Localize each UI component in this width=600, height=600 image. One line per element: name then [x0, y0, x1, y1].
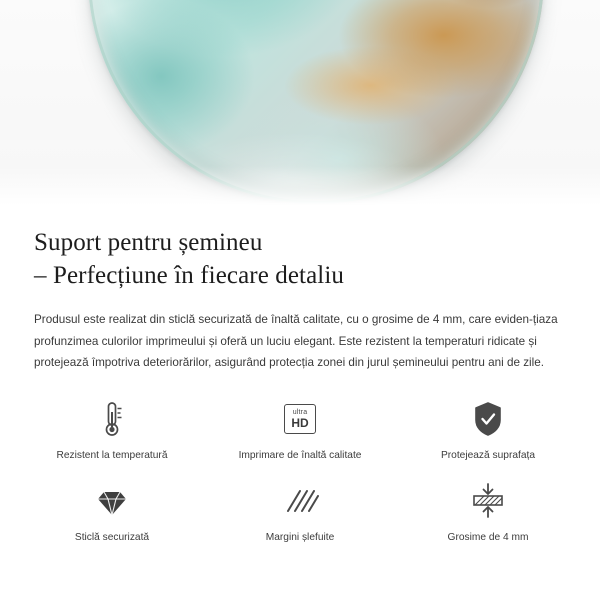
feature-label: Imprimare de înaltă calitate: [238, 450, 362, 461]
feature-item-print-quality: [206, 398, 394, 462]
headline-line-2: – Perfecțiune în fiecare detaliu: [34, 262, 344, 289]
headline-line-1: Suport pentru șemineu: [34, 229, 263, 256]
thickness-4mm-icon: [466, 480, 510, 522]
hero-image: [0, 0, 600, 212]
ultra-hd-icon: [284, 398, 316, 440]
feature-item-surface-protection: [394, 398, 582, 462]
feature-label: Margini șlefuite: [265, 532, 335, 543]
ultra-hd-badge-bottom: HD: [291, 416, 309, 430]
thermometer-icon: [92, 398, 132, 440]
feature-label: Grosime de 4 mm: [447, 532, 529, 543]
ultra-hd-badge-top: ultra: [292, 409, 308, 416]
feature-item-tempered-glass: [18, 480, 206, 544]
feature-label: Sticlă securizată: [74, 532, 150, 543]
feature-label: Rezistent la temperatură: [56, 450, 168, 461]
feature-item-polished-edges: [206, 480, 394, 544]
feature-item-thickness: [394, 480, 582, 544]
feature-grid: [0, 398, 600, 544]
feature-label: Protejează suprafața: [440, 450, 535, 461]
text-content: [0, 212, 600, 374]
polished-edges-icon: [278, 480, 322, 522]
shield-check-icon: [468, 398, 508, 440]
hero-bottom-fade: [0, 166, 600, 212]
description-paragraph: Produsul este realizat din sticlă securizată de înaltă calitate, cu o grosime de 4 mm, care eviden-țiaza profunzimea culorilor imprimeului și oferă un luciu elegant. Este rezistent la temperaturi ridicate și protejează împotriva deteriorărilor, asigurând protecția zonei din jurul șemineului pentru ani de zile.: [34, 313, 558, 369]
diamond-icon: [92, 480, 132, 522]
feature-item-temperature: [18, 398, 206, 462]
page-title: [34, 226, 566, 292]
